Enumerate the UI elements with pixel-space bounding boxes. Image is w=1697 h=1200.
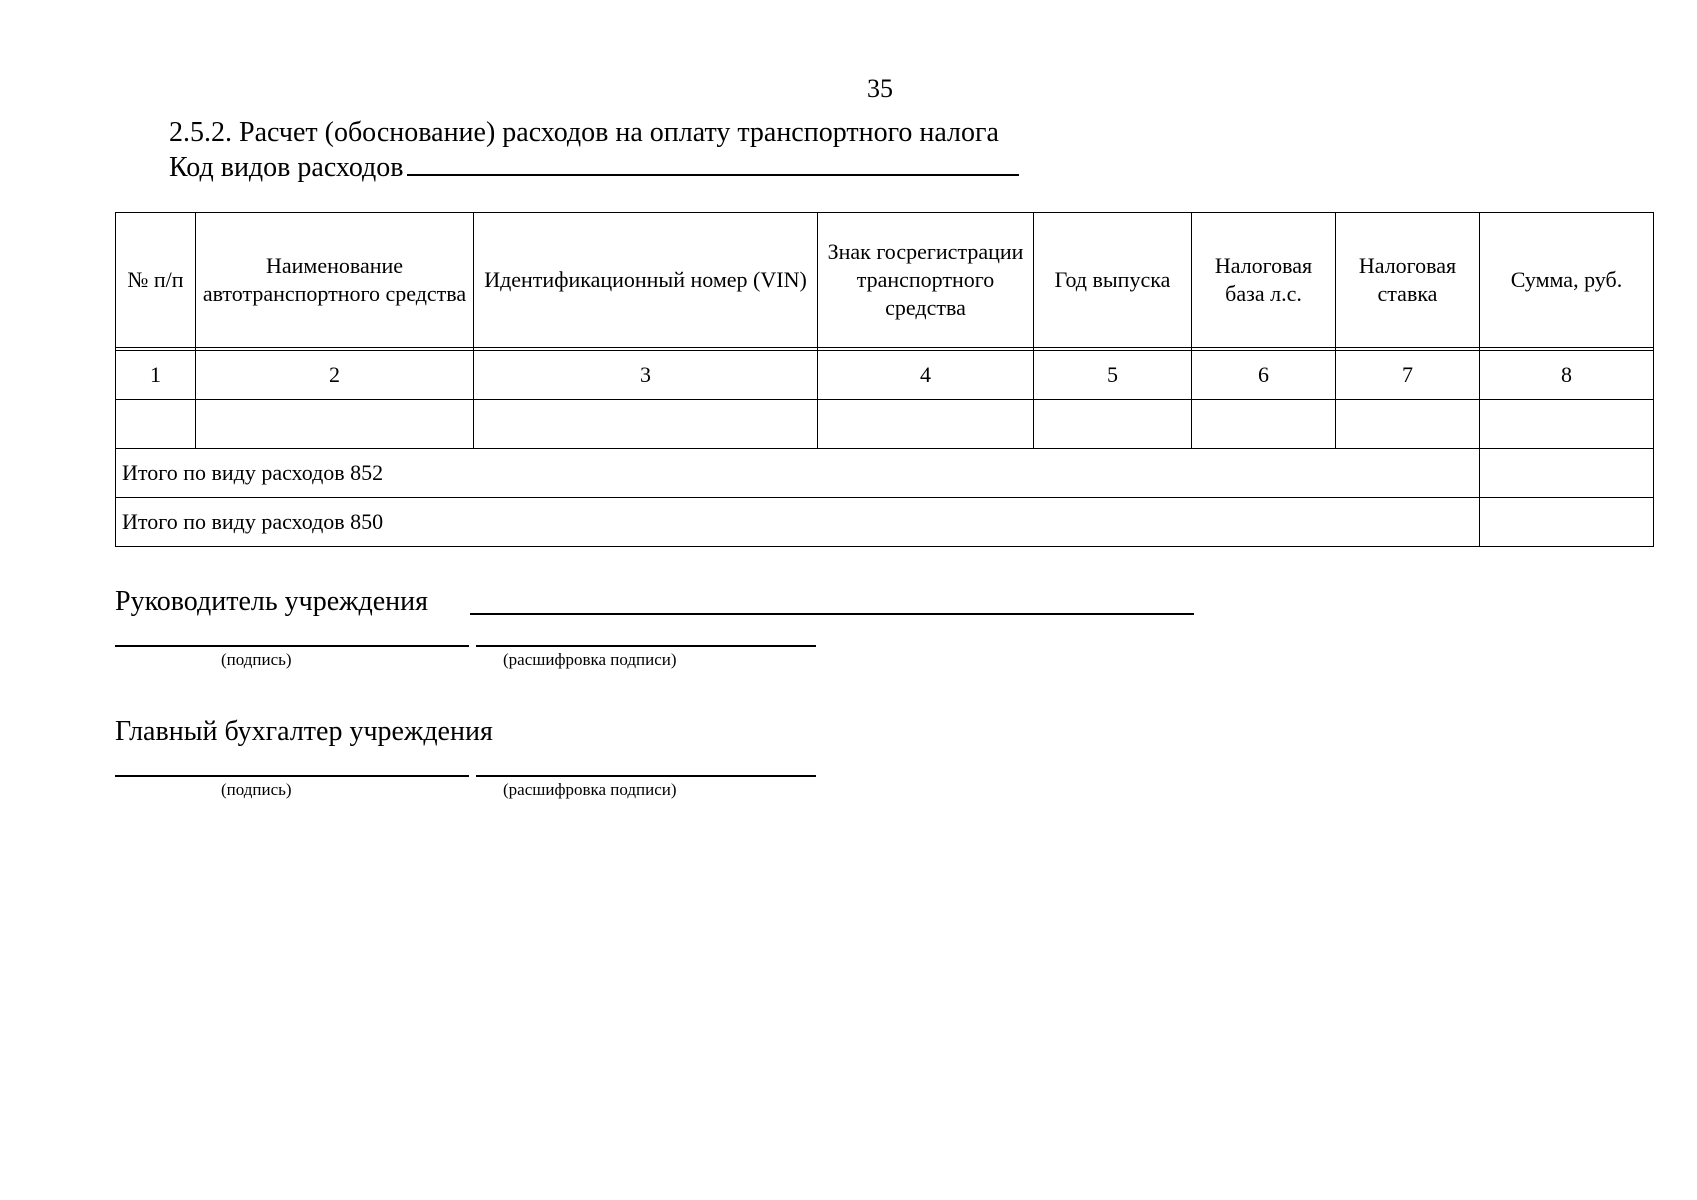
data-cell[interactable]	[474, 400, 818, 449]
column-number-cell: 2	[196, 351, 474, 400]
header-cell: Идентификационный номер (VIN)	[474, 213, 818, 348]
expense-code-line	[169, 150, 1019, 184]
data-cell[interactable]	[116, 400, 196, 449]
page-number: 35	[867, 74, 893, 103]
column-number-cell: 4	[818, 351, 1034, 400]
column-number-cell: 6	[1192, 351, 1336, 400]
head-signature-caption: (подпись)	[221, 650, 292, 669]
data-cell[interactable]	[1336, 400, 1480, 449]
header-cell: Год выпуска	[1034, 213, 1192, 348]
data-cell[interactable]	[1192, 400, 1336, 449]
expense-code-label: Код видов расходов	[169, 152, 404, 183]
total-row-852	[116, 449, 1654, 498]
head-decode-line[interactable]	[476, 645, 816, 647]
header-cell: Наименование автотранспортного средства	[196, 213, 474, 348]
column-number-cell: 3	[474, 351, 818, 400]
table-row	[116, 400, 1654, 449]
head-name-line[interactable]	[470, 613, 1194, 615]
data-cell[interactable]	[1480, 400, 1654, 449]
transport-tax-table	[115, 212, 1654, 547]
header-row	[116, 213, 1654, 348]
accountant-decode-caption: (расшифровка подписи)	[503, 780, 677, 799]
header-cell: № п/п	[116, 213, 196, 348]
column-number-cell: 1	[116, 351, 196, 400]
column-number-row	[116, 351, 1654, 400]
accountant-label: Главный бухгалтер учреждения	[115, 716, 493, 747]
total-label-852: Итого по виду расходов 852	[116, 449, 1480, 498]
head-signature-line[interactable]	[115, 645, 469, 647]
header-cell: Налоговая ставка	[1336, 213, 1480, 348]
header-cell: Налоговая база л.с.	[1192, 213, 1336, 348]
header-cell: Знак госрегистрации транспортного средства	[818, 213, 1034, 348]
header-cell: Сумма, руб.	[1480, 213, 1654, 348]
section-title: 2.5.2. Расчет (обоснование) расходов на оплату транспортного налога	[169, 117, 999, 148]
column-number-cell: 7	[1336, 351, 1480, 400]
head-decode-caption: (расшифровка подписи)	[503, 650, 677, 669]
expense-code-blank[interactable]	[407, 150, 1019, 176]
total-label-850: Итого по виду расходов 850	[116, 498, 1480, 547]
data-cell[interactable]	[1034, 400, 1192, 449]
total-value-850[interactable]	[1480, 498, 1654, 547]
data-cell[interactable]	[196, 400, 474, 449]
accountant-signature-line[interactable]	[115, 775, 469, 777]
accountant-signature-caption: (подпись)	[221, 780, 292, 799]
total-row-850	[116, 498, 1654, 547]
head-label: Руководитель учреждения	[115, 586, 428, 617]
column-number-cell: 8	[1480, 351, 1654, 400]
total-value-852[interactable]	[1480, 449, 1654, 498]
column-number-cell: 5	[1034, 351, 1192, 400]
data-cell[interactable]	[818, 400, 1034, 449]
accountant-decode-line[interactable]	[476, 775, 816, 777]
